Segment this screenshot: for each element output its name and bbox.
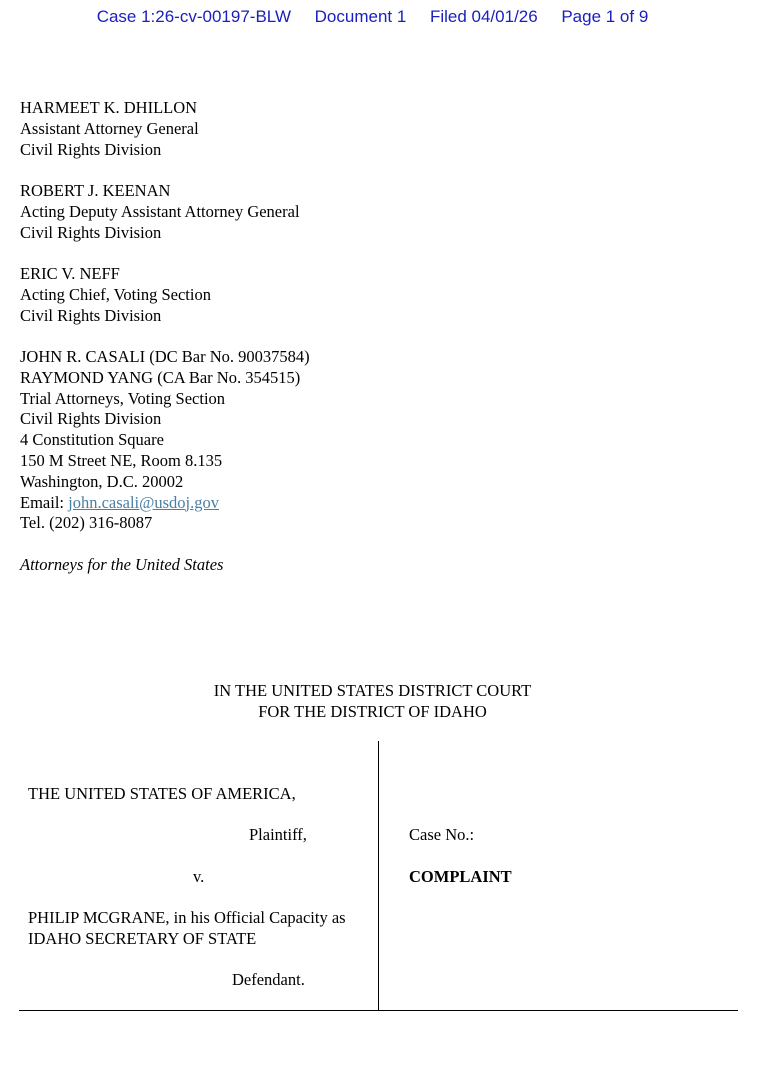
- case-no-label: Case No.:: [409, 825, 475, 844]
- attorney-casali: JOHN R. CASALI (DC Bar No. 90037584): [20, 347, 310, 366]
- defendant-label: Defendant.: [232, 970, 305, 989]
- caption-divider-vertical: [378, 741, 379, 1011]
- email-label: Email:: [20, 492, 69, 512]
- defendant-name: PHILIP MCGRANE, in his Official Capacity as: [28, 908, 346, 927]
- attorney-title: Acting Chief, Voting Section: [20, 284, 211, 304]
- defendant-title: IDAHO SECRETARY OF STATE: [28, 929, 257, 948]
- attorney-block-keenan: [20, 181, 300, 243]
- attorney-division: Civil Rights Division: [20, 222, 162, 242]
- page-number: Page 1 of 9: [561, 7, 649, 26]
- address-line-3: Washington, D.C. 20002: [20, 471, 184, 491]
- attorney-name: ROBERT J. KEENAN: [20, 181, 171, 200]
- trial-attorneys-block: [20, 347, 310, 534]
- document-number: Document 1: [314, 7, 407, 26]
- address-line-1: 4 Constitution Square: [20, 430, 164, 450]
- attorney-block-dhillon: [20, 98, 199, 160]
- address-line-2: 150 M Street NE, Room 8.135: [20, 450, 223, 470]
- attorney-title: Assistant Attorney General: [20, 118, 199, 138]
- ecf-header: [0, 7, 745, 27]
- plaintiff-name: THE UNITED STATES OF AMERICA,: [28, 784, 296, 803]
- attorney-name: ERIC V. NEFF: [20, 264, 120, 283]
- attorney-division: Civil Rights Division: [20, 305, 162, 325]
- attorney-title: Acting Deputy Assistant Attorney General: [20, 201, 300, 221]
- case-number: Case 1:26-cv-00197-BLW: [96, 7, 292, 26]
- caption-divider-horizontal: [19, 1010, 738, 1011]
- email-line: [20, 493, 310, 514]
- attorney-name: HARMEET K. DHILLON: [20, 98, 198, 117]
- trial-attorneys-title: Trial Attorneys, Voting Section: [20, 388, 226, 408]
- attorneys-for: Attorneys for the United States: [20, 555, 224, 574]
- court-name: IN THE UNITED STATES DISTRICT COURT: [213, 681, 532, 700]
- attorney-block-neff: [20, 264, 211, 326]
- trial-division: Civil Rights Division: [20, 409, 162, 429]
- email-link[interactable]: john.casali@usdoj.gov: [68, 492, 219, 512]
- plaintiff-label: Plaintiff,: [249, 825, 307, 844]
- telephone: Tel. (202) 316-8087: [20, 513, 153, 533]
- attorney-division: Civil Rights Division: [20, 139, 162, 159]
- court-heading: [0, 680, 745, 722]
- court-district: FOR THE DISTRICT OF IDAHO: [258, 702, 487, 721]
- filed-date: Filed 04/01/26: [429, 7, 538, 26]
- document-type: COMPLAINT: [409, 867, 512, 886]
- versus: v.: [193, 867, 205, 886]
- attorney-yang: RAYMOND YANG (CA Bar No. 354515): [20, 367, 301, 387]
